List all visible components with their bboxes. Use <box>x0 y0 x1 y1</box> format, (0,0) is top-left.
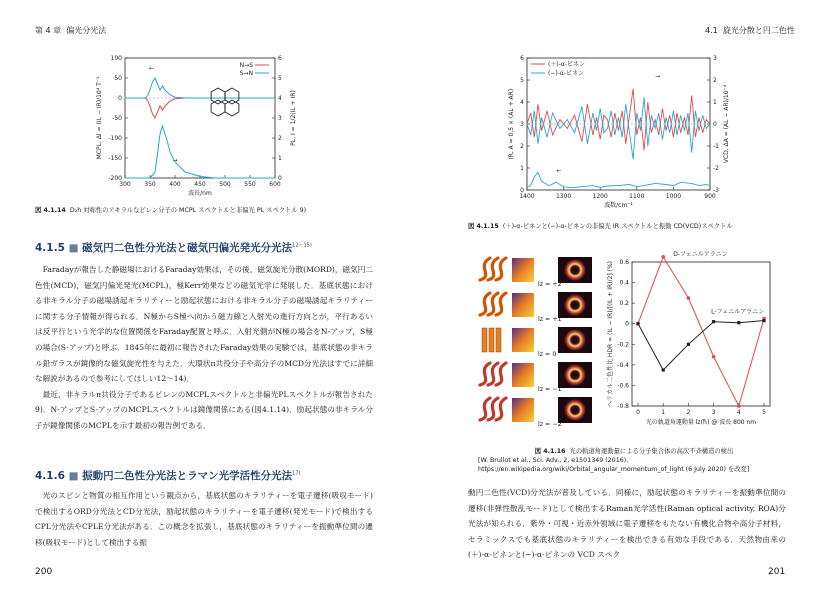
series-label-d-phe: D-フェニルアラニン <box>673 250 728 258</box>
y2-tick-label: 5 <box>278 75 282 82</box>
series-line-pl <box>125 126 275 178</box>
y-tick-label: -0.8 <box>617 403 629 410</box>
x-axis-label: 光の軌道角運動量 lz(ħ) @ 波長 800 nm <box>645 419 757 426</box>
y-axis-label: MCPL, ΔI = (IL − IR)/10⁴ T⁻¹ <box>96 76 103 160</box>
section-number: 4.1.5 <box>35 242 65 254</box>
section-ref: 17) <box>292 470 301 477</box>
y2-tick-label: -2 <box>713 165 719 172</box>
y-tick-label: -0.6 <box>617 382 629 390</box>
x-tick-label: 600 <box>269 181 281 188</box>
x-tick-label: 1 <box>661 409 666 416</box>
y-tick-label: 3 <box>520 121 524 128</box>
y-tick-label: 0.4 <box>619 279 629 287</box>
data-point <box>662 368 665 371</box>
figure-4-1-16-chart <box>596 250 792 436</box>
caption-source: [W. Brullot et al., Sci. Adv., 2, e1501349 (2016), https://en.wikipedia.org/wiki/Orbital_angular_momentum_of_light (6 July 2020) を改変] <box>478 457 750 473</box>
lz-label: lz = 0 <box>538 351 557 358</box>
section-square-icon: ■ <box>68 470 79 482</box>
y-tick-label: -200 <box>108 175 122 182</box>
legend-label: (−)-α-ピネン <box>548 70 584 77</box>
y-tick-label: 2 <box>520 143 524 150</box>
section-square-icon: ■ <box>68 242 79 254</box>
data-point <box>712 320 715 323</box>
series-line-ir <box>527 172 710 187</box>
y-tick-label: 0.2 <box>619 300 629 308</box>
left-arrow: ← <box>149 65 155 72</box>
y-tick-label: 5 <box>520 77 524 84</box>
paragraph: 光のスピンと物質の相互作用という観点から，基底状態のキラリティーを電子遷移(吸収モード)で検出するORD分光法とCD分光法，励起状態のキラリティーを電子遷移(発光モード)で検出するCPL分光法やCPLE分光法がある．この概念を拡張し，基底状態のキラリティーを振動準位間の遷移(吸収モード)として検出する振 <box>35 491 373 547</box>
y2-tick-label: 1 <box>278 155 282 162</box>
y-tick-label: 0 <box>520 187 524 194</box>
y2-axis-label: VCD, ΔA = (AL − AR)/10⁻⁴ <box>723 84 730 164</box>
y-tick-label: -100 <box>108 135 122 142</box>
y-axis-label: ヘリカル二色性比 HDR = (IL − IR)/[(IL + IR)/2] (%) <box>607 261 614 407</box>
section-4-1-5-body <box>35 262 373 462</box>
x-tick-label: 1000 <box>665 193 682 200</box>
ring <box>225 100 239 116</box>
figure-4-1-14-caption <box>35 206 365 215</box>
series-line-d-phe <box>638 257 764 406</box>
section-ref: 12〜15) <box>292 242 312 249</box>
series-label-l-phe: L-フェニルアラニン <box>711 308 765 316</box>
data-point <box>687 343 690 346</box>
section-number: 4.1 <box>705 26 718 35</box>
y-axis-label: IR, A = 0.5 × (AL + AR) <box>508 88 515 160</box>
data-point <box>661 255 665 259</box>
lz-label: lz = −1 <box>538 386 562 393</box>
y-tick-label: 0 <box>625 320 629 328</box>
y2-axis-label: PL, I = 1/2(IL + IR) <box>290 90 297 146</box>
section-heading-4-1-6 <box>35 468 375 483</box>
paragraph: Faradayが報告した静磁場におけるFaraday効果は，その後，磁気旋光分散(MORD)，磁気円二色性(MCD)，磁気円偏光発光(MCPL)，極Kerr効果などの磁気光学に発展した．基底状態における非キラル分子の磁場誘起キラリティーと励起状態における非キラル分子の磁場誘起キラリティーに関する分子情報が得られる．N極からS極へ向かう磁力線と入射光の進行方向とが，平行あるいは反平行という光学的な位置関係をFaraday配置と呼ぶ．入射光側がN極の場合をN-アップ，S極の場合(S-アップ)と呼ぶ．1845年に最初に報告されたFaraday効果の実験では，基底状態の非キラル鉛ガラスが鏡像的な磁気旋光性を与えた．大環状π共役分子や高分子のMCD分光法はすでに詳細な解説があるので参考にしてほしい12〜14)． <box>35 265 373 384</box>
ring <box>211 100 225 116</box>
x-tick-label: 450 <box>194 181 206 188</box>
x-tick-label: 0 <box>636 409 640 416</box>
x-tick-label: 500 <box>219 181 231 188</box>
y2-tick-label: 0 <box>713 121 717 128</box>
pyrene-molecule-icon <box>211 88 239 116</box>
x-tick-label: 4 <box>736 409 741 416</box>
figure-4-1-16-caption <box>478 447 790 474</box>
y2-tick-label: 0 <box>278 175 282 182</box>
y2-tick-label: 2 <box>278 135 282 142</box>
left-page-number: 200 <box>35 567 53 577</box>
y2-tick-label: -1 <box>713 143 719 150</box>
lz-label: lz = +1 <box>538 316 562 323</box>
x-axis-label: 波長/nm <box>188 190 212 197</box>
x-tick-label: 1100 <box>629 193 645 200</box>
section-number: 4.1.6 <box>35 470 65 482</box>
y-tick-label: 1 <box>520 165 524 172</box>
legend-label: N→S <box>239 62 253 69</box>
y-tick-label: -0.4 <box>617 361 629 369</box>
figure-4-1-14-chart <box>50 50 355 210</box>
legend-label: (＋)-α-ピネン <box>548 61 585 68</box>
x-tick-label: 300 <box>119 181 131 188</box>
x-tick-label: 3 <box>711 409 716 416</box>
ring <box>211 88 225 104</box>
y2-tick-label: 3 <box>713 55 717 62</box>
x-tick-label: 400 <box>169 181 181 188</box>
y-tick-label: -0.2 <box>617 341 629 349</box>
caption-number: 図 4.1.15 <box>468 223 499 230</box>
left-arrow: ← <box>556 167 562 175</box>
x-tick-label: 2 <box>686 409 691 416</box>
chapter-number: 第 4 章 <box>35 26 62 35</box>
x-tick-label: 1200 <box>592 193 608 200</box>
oam-labels <box>478 252 596 440</box>
section-title: 磁気円二色性分光法と磁気円偏光発光分光法 <box>82 242 293 254</box>
right-body-text <box>468 485 786 560</box>
right-page-number: 201 <box>768 567 786 577</box>
data-point <box>737 404 741 408</box>
y2-tick-label: 1 <box>713 99 717 106</box>
figure-4-1-15-chart <box>485 50 755 218</box>
x-tick-label: 5 <box>762 409 766 416</box>
data-point <box>687 296 691 300</box>
figure-4-1-15-caption <box>468 222 788 231</box>
caption-text: 光の軌道角運動量による分子集合体の高次不斉構造の検出 <box>569 448 734 455</box>
legend-label: S→N <box>239 70 253 77</box>
paragraph: 最近，非キラルπ共役分子であるピレンのMCPLスペクトルと非偏光PLスペクトルが報告された9)．N-アップとS-アップのMCPLスペクトルは鏡像関係にある(図4.1.14)．励起状態の非キラル分子が鏡像関係のMCPLを示す最初の報告例である． <box>35 389 373 430</box>
x-tick-label: 1400 <box>519 193 535 200</box>
y-tick-label: 4 <box>520 99 524 106</box>
data-point <box>737 321 740 324</box>
y-tick-label: 100 <box>110 55 122 62</box>
series-line-s-n <box>125 78 275 98</box>
y-tick-label: 6 <box>520 55 524 62</box>
y2-tick-label: 6 <box>278 55 282 62</box>
caption-text: D₂h 対称性のアキラルなピレン分子の MCPL スペクトルと非偏光 PL スペクトル 9) <box>69 207 307 214</box>
y-tick-label: -150 <box>108 155 122 162</box>
x-tick-label: 550 <box>244 181 256 188</box>
x-tick-label: 350 <box>144 181 156 188</box>
ring <box>225 88 239 104</box>
lz-label: lz = −2 <box>538 421 562 428</box>
section-title: 旋光分散と円二色性 <box>722 26 795 35</box>
right-arrow: → <box>172 157 178 164</box>
lz-label: lz = +2 <box>538 281 562 288</box>
y2-tick-label: -3 <box>713 187 719 194</box>
section-heading-4-1-5 <box>35 240 375 255</box>
data-point <box>636 322 639 325</box>
x-tick-label: 1300 <box>555 193 572 200</box>
y2-tick-label: 3 <box>278 115 282 122</box>
x-tick-label: 900 <box>704 193 716 200</box>
data-point <box>762 319 765 322</box>
y2-tick-label: 2 <box>713 77 717 84</box>
left-running-header <box>35 25 106 36</box>
y-tick-label: 0 <box>118 95 122 102</box>
chapter-title: 偏光分光法 <box>66 26 107 35</box>
caption-text: (＋)-α-ピネンと(−)-α-ピネンの非偏光 IR スペクトルと振動 CD(VCD)スペクトル <box>502 223 733 230</box>
caption-number: 図 4.1.14 <box>35 207 66 214</box>
right-arrow: → <box>655 72 661 80</box>
data-point <box>712 355 716 359</box>
y2-tick-label: 4 <box>278 95 282 102</box>
section-4-1-6-body <box>35 488 373 554</box>
right-running-header <box>705 25 795 36</box>
y-tick-label: 50 <box>114 75 122 82</box>
y-tick-label: 0.6 <box>619 259 629 266</box>
section-title: 振動円二色性分光法とラマン光学活性分光法 <box>82 470 293 482</box>
caption-number: 図 4.1.16 <box>534 448 566 455</box>
x-axis-label: 波数/cm⁻¹ <box>604 202 633 209</box>
y-tick-label: -50 <box>112 115 122 122</box>
paragraph: 動円二色性(VCD)分光法が普及している．同様に，励起状態のキラリティーを振動準位間の遷移(非弾性散乱モード)として検出するRaman光学活性(Raman optical activity, ROA)分光法が知られる．紫外・可視・近赤外領域に電子遷移をもたない有機化合物や高分子材料，セラミックスでも基底状態のキラリティーを検出できる有効な手段である．天然物由来の(＋)-α-ピネンと(−)-α-ピネンの VCD スペク <box>468 488 786 560</box>
series-line-n-s <box>125 98 275 118</box>
